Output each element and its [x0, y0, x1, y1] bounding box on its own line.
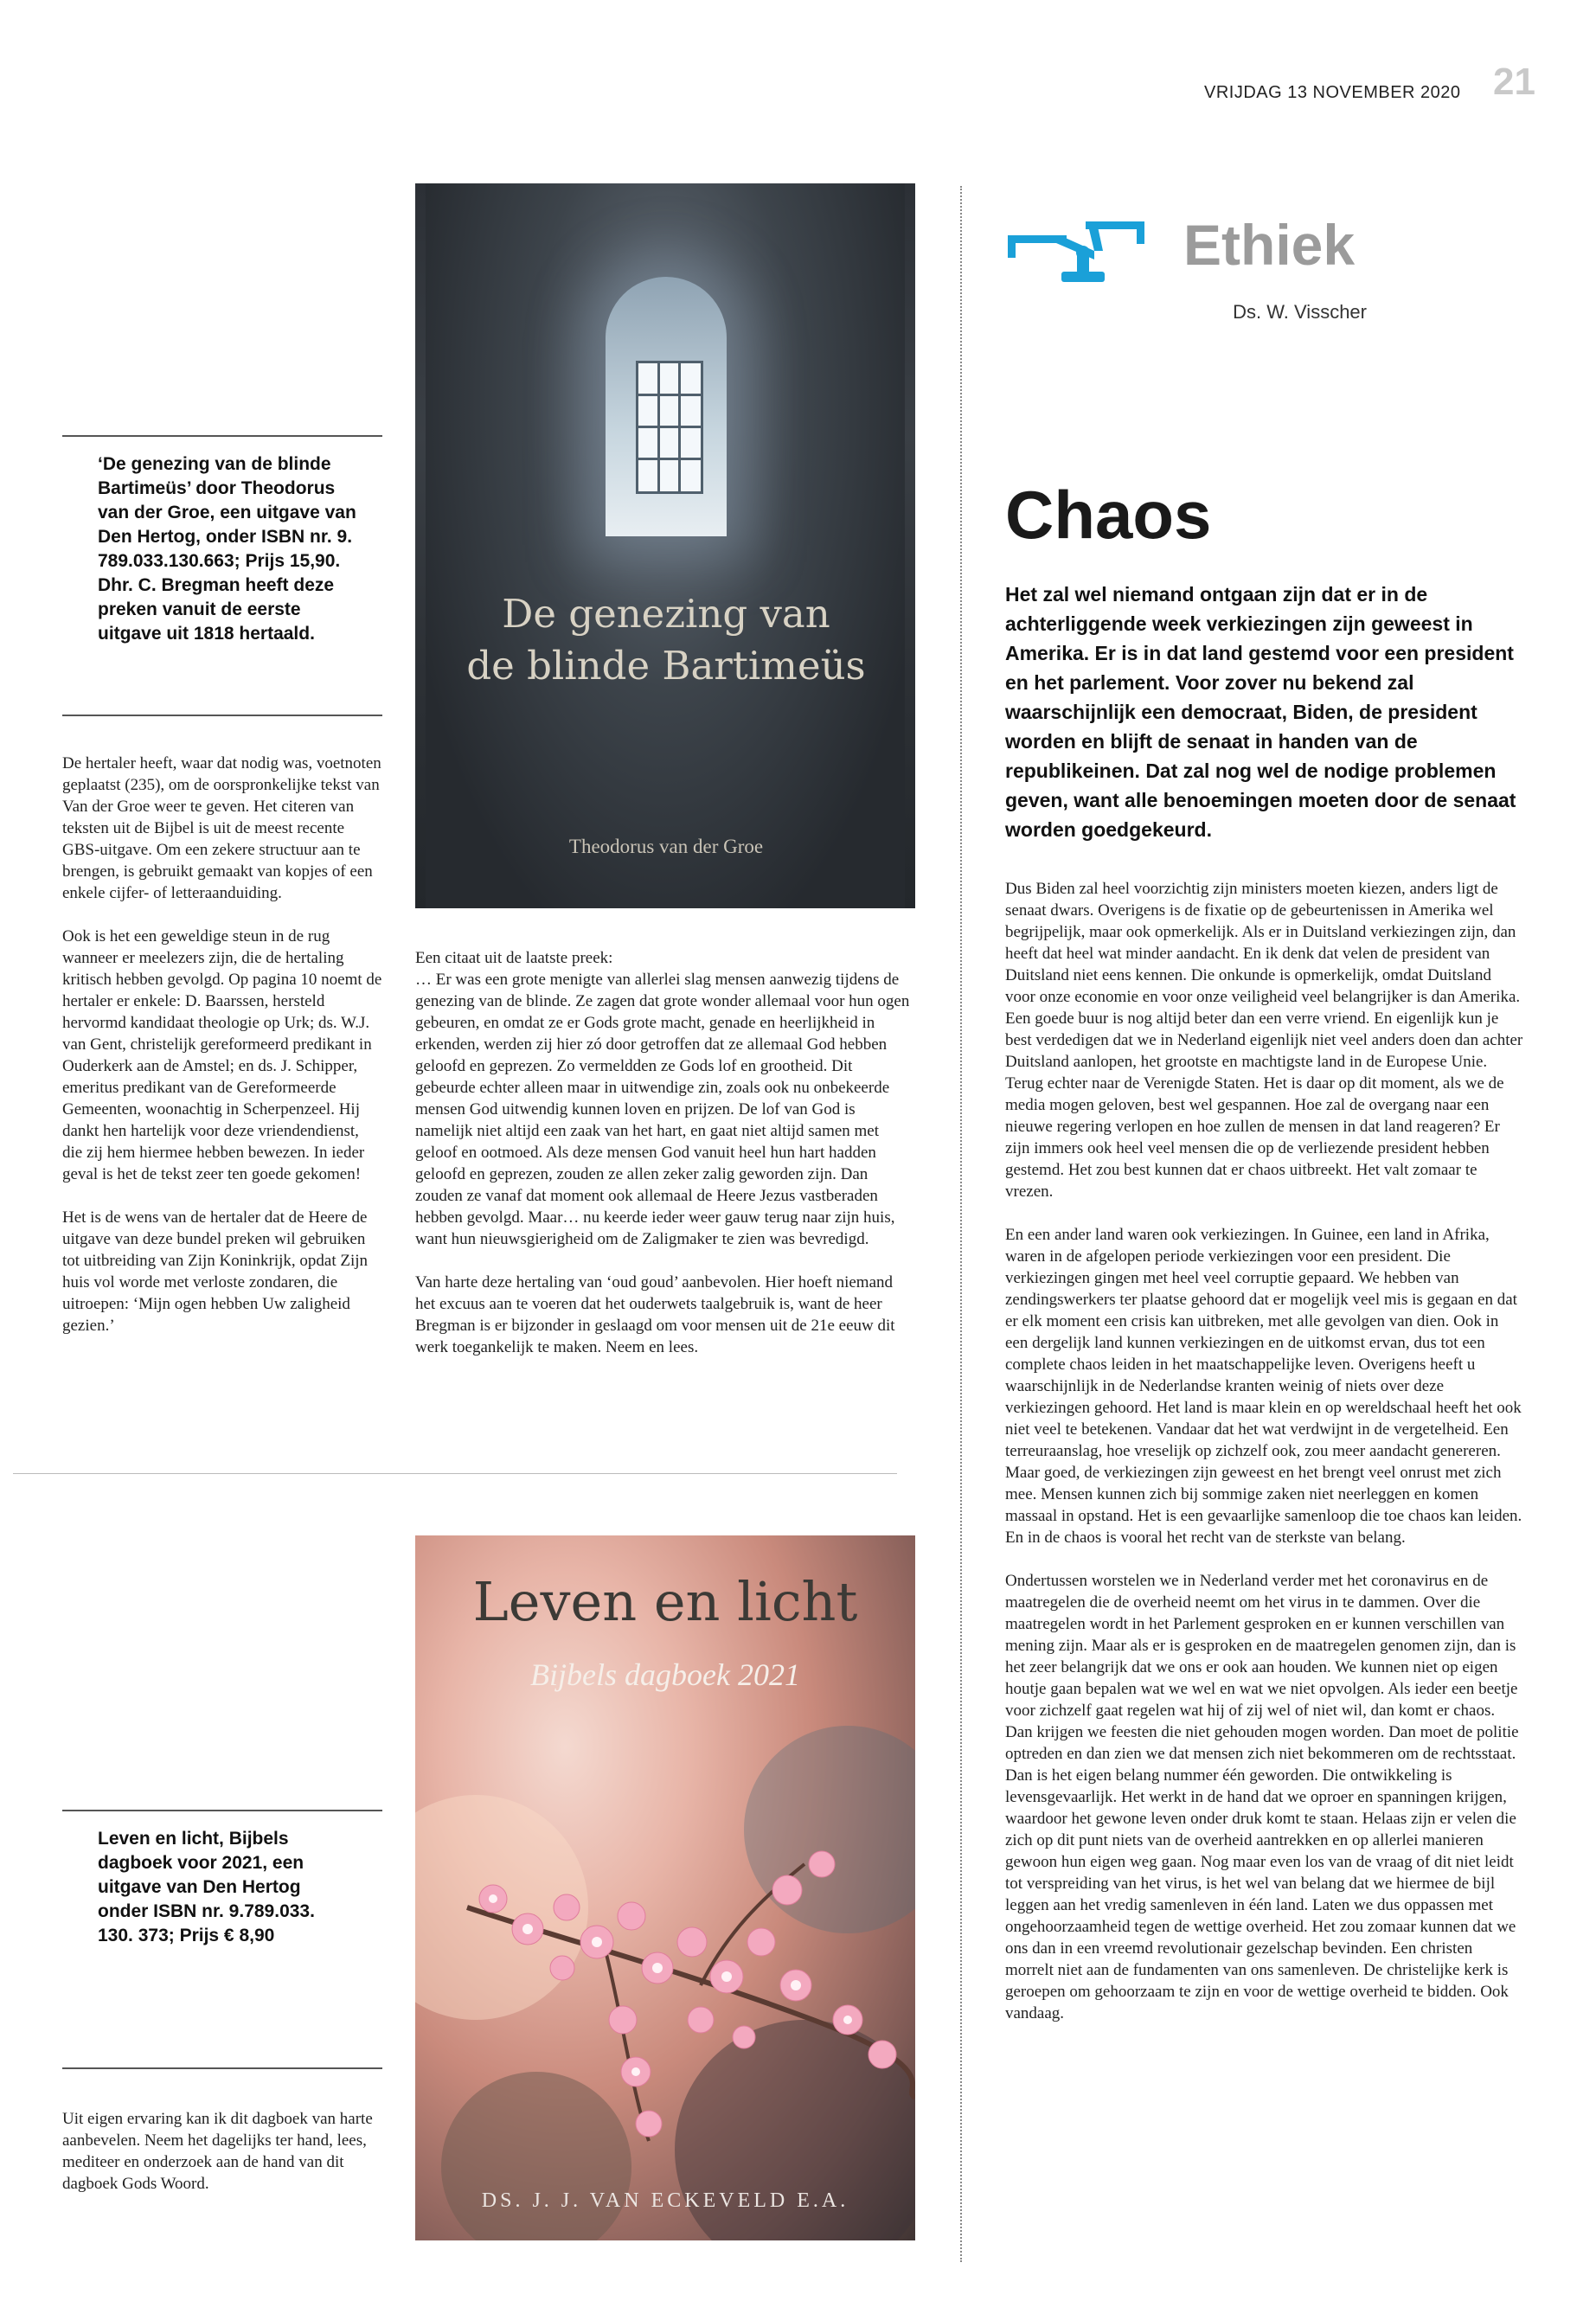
book1-caption: ‘De genezing van de blinde Bartimeüs’ door Theodorus van der Groe, een uitgave van Den Hertog, onder ISBN nr. 9. 789.033.130.663; Prijs 15,90. Dhr. C. Bregman heeft deze preken vanuit de eerste uitgave uit 1818 hertaald. — [98, 454, 356, 644]
article-paragraph: Dus Biden zal heel voorzichtig zijn ministers moeten kiezen, anders ligt de senaat dwars. Overigens is de fixatie op de gebeurtenissen in Amerika wel begrijpelijk, maar ook opmerkelijk. Als er in Duitsland verkiezingen zijn, dan heeft dat heel wat minder aandacht. En ik denk dat velen de president van Duitsland niet eens kennen. Die onkunde is opmerkelijk, omdat Duitsland voor onze economie en voor onze veiligheid veel belangrijker is dan Amerika. Een goede buur is nog altijd beter dan een verre vriend. En eigenlijk kun je best verdedigen dat we in Nederland eigenlijk niet veel anders doen dan achter Duitsland aanlopen, het grootste en machtigste land in de Europese Unie. Terug echter naar de Verenigde Staten. Het is daar op dit moment, als we de media mogen geloven, best wel gespannen. Hoe zal de overgang naar een nieuwe regering verlopen en hoe zullen de mensen in dat land reageren? Er zijn immers ook heel veel mensen die op de verliezende president hebben gestemd. Het zou best kunnen dat er chaos uitbreekt. Het valt zomaar te vrezen. — [1005, 880, 1523, 1201]
book-cover-leven-en-licht — [415, 1535, 915, 2240]
caption-rule-bottom — [62, 715, 382, 716]
caption-rule-bottom — [62, 2067, 382, 2069]
book1-review-text — [62, 753, 382, 1358]
caption-rule-top — [62, 1810, 382, 1811]
column-divider — [960, 186, 962, 2262]
cover-subtitle: Bijbels dagboek 2021 — [530, 1657, 800, 1692]
review-paragraph: Het is de wens van de hertaler dat de Heere de uitgave van deze bundel preken wil gebruiken tot uitbreiding van Zijn Koninkrijk, opdat Zijn huis vol worde met verloste zondaren, die uitroepen: ‘Mijn ogen hebben Uw zaligheid gezien.’ — [62, 1208, 369, 1335]
issue-date: VRIJDAG 13 NOVEMBER 2020 — [1204, 83, 1461, 102]
section-label: Ethiek — [1183, 213, 1356, 277]
author-byline: Ds. W. Visscher — [1233, 301, 1367, 323]
cover-author: Theodorus van der Groe — [568, 836, 764, 857]
section-rule — [13, 1473, 897, 1474]
caption-rule-top — [62, 435, 382, 437]
citation-paragraph: Van harte deze hertaling van ‘oud goud’ aanbevolen. Hier hoeft niemand het excuus aan te voeren dat het ouderwets taalgebruik is, want de heer Bregman is er bijzonder in geslaagd om voor mensen uit de 21e eeuw dit werk toegankelijk te maken. Neem en lees. — [415, 1273, 895, 1356]
article-paragraph: En een ander land waren ook verkiezingen. In Guinee, een land in Afrika, waren in de afgelopen periode verkiezingen voor een president. Die verkiezingen gingen met heel veel corruptie gepaard. We hebben van zendingswerkers ter plaatse gehoord dat er mogelijk veel mis is gegaan en dat er elk moment een crisis kan uitbreken, met alle gevolgen van dien. Ook in een dergelijk land kunnen verkiezingen en de uitkomst ervan, dus tot een complete chaos leiden in het maatschappelijke leven. Overigens heeft u waarschijnlijk in de Nederlandse kranten weinig of niets over deze verkiezingen gehoord. Het land is maar klein en op wereldschaal heeft het ook niet veel te betekenen. Vandaar dat het wat verdwijnt in de vergetelheid. Een terreuraanslag, hoe vreselijk op zichzelf ook, zou meer aandacht genereren. Maar goed, de verkiezingen zijn geweest en het brengt veel onrust met zich mee. Mensen kunnen zich bij sommige zaken niet neerleggen en komen massaal in opstand. Het is een gevaarlijke samenloop die toe chaos kan leiden. En in de chaos is vooral het recht van de sterkste van belang. — [1005, 1226, 1522, 1547]
cover-title: Leven en licht — [472, 1570, 858, 1633]
cover-author: DS. J. J. VAN ECKEVELD E.A. — [481, 2189, 849, 2212]
book-cover-bartimeus — [415, 183, 915, 908]
article-intro: Het zal wel niemand ontgaan zijn dat er in de achterliggende week verkiezingen zijn geweest in Amerika. Er is in dat land gestemd voor een president en het parlement. Voor zover nu bekend zal waarschijnlijk een democraat, Biden, de president worden en blijft de senaat in handen van de republikeinen. Dat zal nog wel de nodige problemen geven, want alle benoemingen moeten door de senaat worden goedgekeurd. — [1005, 583, 1516, 841]
book2-review-text — [62, 2108, 382, 2216]
article-headline: Chaos — [1005, 477, 1212, 553]
blossom-branch-image — [415, 1535, 915, 2240]
article-body — [1005, 878, 1524, 2046]
citation-paragraph: Een citaat uit de laatste preek: … Er was een grote menigte van allerlei slag mensen aanwezig tijdens de genezing van de blinde. Ze zagen dat grote wonder allemaal voor hun ogen gebeuren, en omdat ze er Gods grote macht, genade en heerlijkheid in erkenden, werden zij hier zó door getroffen dat ze allemaal God hebben geloofd en geprezen. Zo vermeldden ze Gods lof en grootheid. Dit gebeurde echter alleen maar in uitwendige zin, zoals ook nu onbekeerde mensen God uitwendig kunnen loven en prijzen. De lof van God is namelijk niet altijd een zaak van het hart, en gaat niet altijd samen met geloof en ootmoed. Als deze mensen God vanuit heel hun hart hadden geloofd en geprezen, zouden ze allen zeker zalig geworden zijn. Dan zouden ze vanaf dat moment ook allemaal de Heere Jezus vastberaden hebben gevolgd. Maar… nu keerde ieder weer gauw terug naar zijn huis, want hun nieuwsgierigheid om de Zaligmaker te zien was bevredigd. — [415, 949, 910, 1248]
scales-icon — [1008, 216, 1144, 291]
review-paragraph: De hertaler heeft, waar dat nodig was, voetnoten geplaatst (235), om de oorspronkelijke tekst van Van der Groe weer te geven. Het citeren van teksten uit de Bijbel is uit de meest recente GBS-uitgave. Om een zekere structuur aan te brengen, is gebruikt gemaakt van kopjes of een enkele cijfer- of letteraanduiding. — [62, 754, 381, 902]
article-paragraph: Ondertussen worstelen we in Nederland verder met het coronavirus en de maatregelen die de overheid neemt om het virus in te dammen. Over die maatregelen wordt in het Parlement gesproken en er kunnen verschillen van mening zijn. Maar als er is gesproken en de maatregelen genomen zijn, dan is het zeer belangrijk dat we ons er ook aan houden. We kunnen niet op eigen houtje gaan bepalen wat we wel en wat we niet opvolgen. Als ieder een beetje voor zichzelf gaat regelen wat hij of zij wel of niet wil, dan komt er chaos. Dan krijgen we feesten die niet gehouden mogen worden. Dan moet de politie optreden en dan zien we dat mensen zich niet bekommeren om de rechtsstaat. Dan is het eigen belang nummer één geworden. Die ontwikkeling is levensgevaarlijk. Het werkt in de hand dat we oproer en spanningen krijgen, waardoor het gewone leven onder druk komt te staan. Helaas zijn er velen die zich op dit punt niets van de overheid aantrekken en op allerlei manieren gewoon hun eigen weg gaan. Nog maar even los van de vraag of dit niet leidt tot verspreiding van het virus, is het wel van belang dat we hiermee de bijl leggen aan het vredig samenleven in één land. Laten we dus oppassen met ongehoorzaamheid tegen de wettige overheid. Het zou zomaar kunnen dat we ons dan in een vreemd revolutionair gezelschap bevinden. Een christen morrelt niet aan de fundamenten van ons samenleven. De christelijke kerk is geroepen om gehoorzaam te zijn en voor de wettige overheid te bidden. Ook vandaag. — [1005, 1572, 1519, 2022]
window-image — [636, 361, 703, 494]
citation-text — [415, 947, 915, 1380]
page-number: 21 — [1493, 61, 1535, 103]
review-paragraph: Uit eigen ervaring kan ik dit dagboek van harte aanbevelen. Neem het dagelijks ter hand, lees, mediteer en onderzoek aan de hand van dit dagboek Gods Woord. — [62, 2110, 373, 2193]
cover-title: De genezing van de blinde Bartimeüs — [466, 591, 866, 689]
review-paragraph: Ook is het een geweldige steun in de rug wanneer er meelezers zijn, die de hertaling kritisch hebben gevolgd. Op pagina 10 noemt de hertaler er enkele: D. Baarssen, hersteld hervormd kandidaat theologie op Urk; ds. W.J. van Gent, christelijk gereformeerd predikant in Ouderkerk aan de Amstel; en ds. J. Schipper, emeritus predikant van de Gereformeerde Gemeenten, woonachtig in Scherpenzeel. Hij dankt hen hartelijk voor deze vriendendienst, die zij hem hiermee hebben bewezen. In ieder geval is het de tekst zeer ten goede gekomen! — [62, 927, 382, 1183]
book2-caption: Leven en licht, Bijbels dagboek voor 2021, een uitgave van Den Hertog onder ISBN nr. 9.789.033. 130. 373; Prijs € 8,90 — [98, 1829, 315, 1945]
